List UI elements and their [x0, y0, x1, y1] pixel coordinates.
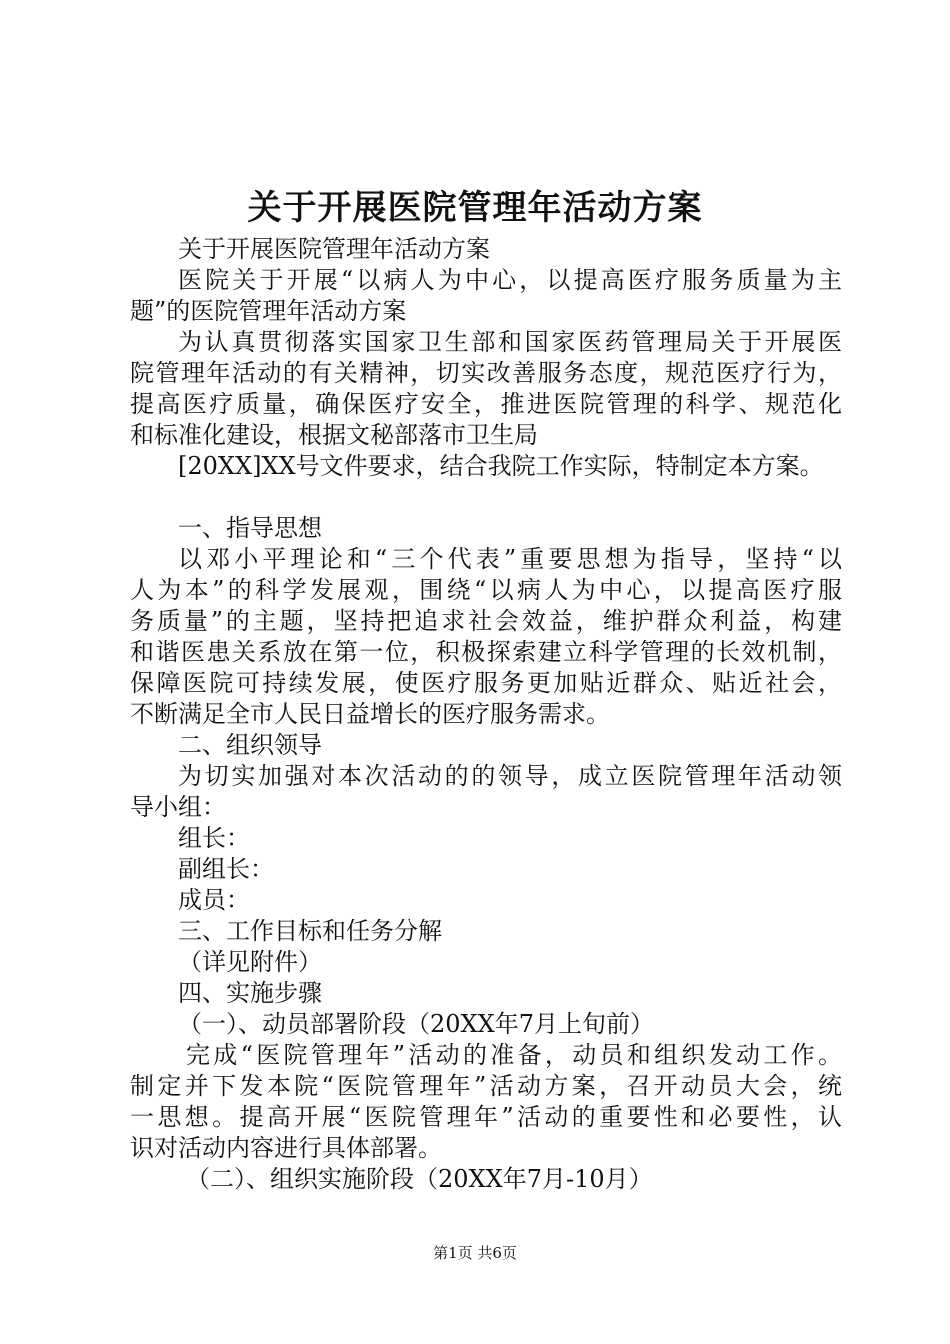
section-heading: 四、实施步骤: [178, 979, 322, 1007]
blank-line: [130, 482, 842, 513]
text-line: 和谐医患关系放在第一位，积极探索建立科学管理的长效机制，: [130, 638, 842, 666]
text-line: 组长：: [178, 824, 250, 852]
text-line: 医院关于开展“以病人为中心，以提高医疗服务质量为主: [178, 266, 842, 294]
document-body: [130, 234, 842, 1195]
text-line: 务质量”的主题，坚持把追求社会效益，维护群众利益，构建: [130, 607, 842, 635]
document-title: 关于开展医院管理年活动方案: [247, 188, 703, 228]
text-line: 保障医院可持续发展，使医疗服务更加贴近群众、贴近社会，: [130, 669, 842, 697]
subsection-heading: （二）、组织实施阶段（20XX年7月-10月）: [186, 1165, 653, 1193]
section-heading: 三、工作目标和任务分解: [178, 917, 442, 945]
text-line: 人为本”的科学发展观，围绕“以病人为中心，以提高医疗服: [130, 576, 842, 604]
page-number: 第1页 共6页: [433, 1244, 517, 1262]
text-line: 为切实加强对本次活动的的领导，成立医院管理年活动领: [178, 762, 842, 790]
text-line: 导小组：: [130, 793, 226, 821]
text-line: 和标准化建设，根据文秘部落市卫生局: [130, 421, 538, 449]
text-line: 一思想。提高开展“医院管理年”活动的重要性和必要性，认: [130, 1103, 842, 1131]
text-line: 副组长：: [178, 855, 274, 883]
text-line: 为认真贯彻落实国家卫生部和国家医药管理局关于开展医: [178, 328, 842, 356]
text-line: 成员：: [178, 886, 250, 914]
text-line: 院管理年活动的有关精神，切实改善服务态度，规范医疗行为，: [130, 359, 842, 387]
section-heading: 一、指导思想: [178, 514, 322, 542]
text-line: [20XX]XX号文件要求，结合我院工作实际，特制定本方案。: [178, 452, 824, 480]
text-line: 制定并下发本院“医院管理年”活动方案，召开动员大会，统: [130, 1072, 842, 1100]
text-line: 关于开展医院管理年活动方案: [178, 235, 490, 263]
text-line: 完成“医院管理年”活动的准备，动员和组织发动工作。: [186, 1041, 842, 1069]
text-line: 以邓小平理论和“三个代表”重要思想为指导，坚持“以: [178, 545, 842, 573]
text-line: 提高医疗质量，确保医疗安全，推进医院管理的科学、规范化: [130, 390, 842, 418]
text-line: （详见附件）: [178, 948, 322, 976]
text-line: 题”的医院管理年活动方案: [130, 297, 407, 325]
section-heading: 二、组织领导: [178, 731, 322, 759]
subsection-heading: （一）、动员部署阶段（20XX年7月上旬前）: [178, 1010, 654, 1038]
text-line: 不断满足全市人民日益增长的医疗服务需求。: [130, 700, 610, 728]
text-line: 识对活动内容进行具体部署。: [130, 1134, 442, 1162]
